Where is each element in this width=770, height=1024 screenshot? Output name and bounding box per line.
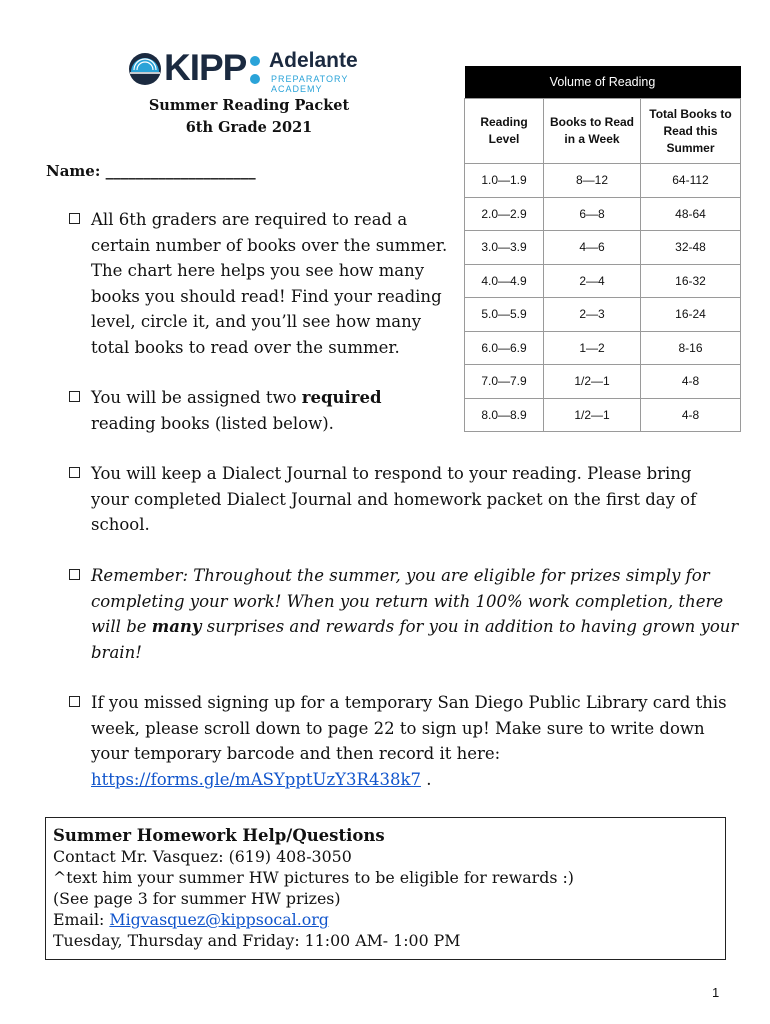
help-page-note: (See page 3 for summer HW prizes) — [53, 889, 341, 908]
cell-weekly: 2—3 — [544, 298, 641, 332]
table-row — [465, 231, 741, 265]
cell-level: 5.0—5.9 — [465, 298, 544, 332]
help-email-line — [53, 909, 725, 930]
cell-total: 4-8 — [641, 398, 741, 432]
cell-weekly: 4—6 — [544, 231, 641, 265]
checkbox-icon — [69, 696, 80, 707]
bullet-bold-text: required — [301, 388, 382, 407]
logo-brand: KIPP — [164, 47, 247, 88]
volume-of-reading-table — [464, 66, 741, 432]
help-text-note: ^text him your summer HW pictures to be eligible for rewards :) — [53, 868, 574, 887]
cell-level: 6.0—6.9 — [465, 331, 544, 365]
cell-level: 3.0—3.9 — [465, 231, 544, 265]
cell-total: 16-24 — [641, 298, 741, 332]
sunrise-logo-icon — [128, 50, 162, 88]
homework-help-box — [45, 817, 726, 960]
header-reading-level: Reading Level — [465, 99, 544, 164]
cell-weekly: 8—12 — [544, 164, 641, 198]
email-label: Email: — [53, 910, 110, 929]
bullet-bold-text: many — [151, 617, 202, 636]
table-row — [465, 331, 741, 365]
table-row — [465, 365, 741, 399]
help-hours: Tuesday, Thursday and Friday: 11:00 AM- 1:00 PM — [53, 931, 461, 950]
cell-weekly: 1/2—1 — [544, 365, 641, 399]
cell-weekly: 1—2 — [544, 331, 641, 365]
library-form-link[interactable]: https://forms.gle/mASYpptUzY3R438k7 — [91, 769, 421, 789]
table-row — [465, 197, 741, 231]
table-row — [465, 298, 741, 332]
cell-total: 8-16 — [641, 331, 741, 365]
bullet-text: If you missed signing up for a temporary San Diego Public Library card this week, please scroll down to page 22 to sign up! Make sure to write down your temporary barcode and then record it here: — [91, 693, 727, 763]
help-title: Summer Homework Help/Questions — [53, 826, 385, 845]
table-row — [465, 264, 741, 298]
bullet-text: You will keep a Dialect Journal to respond to your reading. Please bring your completed Dialect Journal and homework packet on the first day of school. — [91, 464, 697, 534]
email-link[interactable]: Migvasquez@kippsocal.org — [109, 910, 329, 929]
bullet-dialect-journal — [91, 461, 731, 538]
cell-weekly: 6—8 — [544, 197, 641, 231]
table-row — [465, 398, 741, 432]
checkbox-icon — [69, 213, 80, 224]
cell-level: 7.0—7.9 — [465, 365, 544, 399]
bullet-text: All 6th graders are required to read a certain number of books over the summer. The chart here helps you see how many books you should read! Find your reading level, circle it, and you’ll see how many total books to read over the summer. — [91, 210, 448, 357]
logo-school-name: Adelante — [269, 49, 358, 72]
logo-subtitle: PREPARATORY ACADEMY — [271, 74, 349, 94]
cell-level: 4.0—4.9 — [465, 264, 544, 298]
bullet-text: surprises and rewards for you in addition to having grown your brain! — [91, 617, 739, 662]
bullet-text: . — [420, 769, 432, 789]
packet-title: Summer Reading Packet — [148, 97, 350, 114]
page-number: 1 — [712, 985, 720, 1000]
bullet-required-books — [91, 385, 451, 436]
bullet-text: reading books (listed below). — [91, 413, 334, 433]
cell-level: 1.0—1.9 — [465, 164, 544, 198]
bullet-reading-requirement — [91, 207, 451, 360]
cell-total: 32-48 — [641, 231, 741, 265]
table-caption: Volume of Reading — [465, 66, 741, 99]
checkbox-icon — [69, 467, 80, 478]
cell-level: 2.0—2.9 — [465, 197, 544, 231]
cell-total: 64-112 — [641, 164, 741, 198]
school-logo — [128, 48, 368, 92]
bullet-library-card — [91, 690, 736, 792]
name-field: Name: ____________________ — [46, 162, 256, 180]
table-row — [465, 164, 741, 198]
bullet-text: Remember: Throughout the summer, you are eligible for prizes simply for completing your work! When you return with 100% work completion, there will be — [91, 566, 724, 636]
logo-dots — [250, 56, 262, 86]
packet-grade: 6th Grade 2021 — [185, 119, 313, 136]
header-books-per-week: Books to Read in a Week — [544, 99, 641, 164]
header-total-books: Total Books to Read this Summer — [641, 99, 741, 164]
cell-weekly: 1/2—1 — [544, 398, 641, 432]
checkbox-icon — [69, 391, 80, 402]
checkbox-icon — [69, 569, 80, 580]
help-contact: Contact Mr. Vasquez: (619) 408-3050 — [53, 847, 352, 866]
bullet-text: You will be assigned two — [91, 388, 302, 407]
cell-total: 48-64 — [641, 197, 741, 231]
cell-weekly: 2—4 — [544, 264, 641, 298]
cell-level: 8.0—8.9 — [465, 398, 544, 432]
cell-total: 16-32 — [641, 264, 741, 298]
cell-total: 4-8 — [641, 365, 741, 399]
bullet-prizes-reminder — [91, 563, 741, 665]
